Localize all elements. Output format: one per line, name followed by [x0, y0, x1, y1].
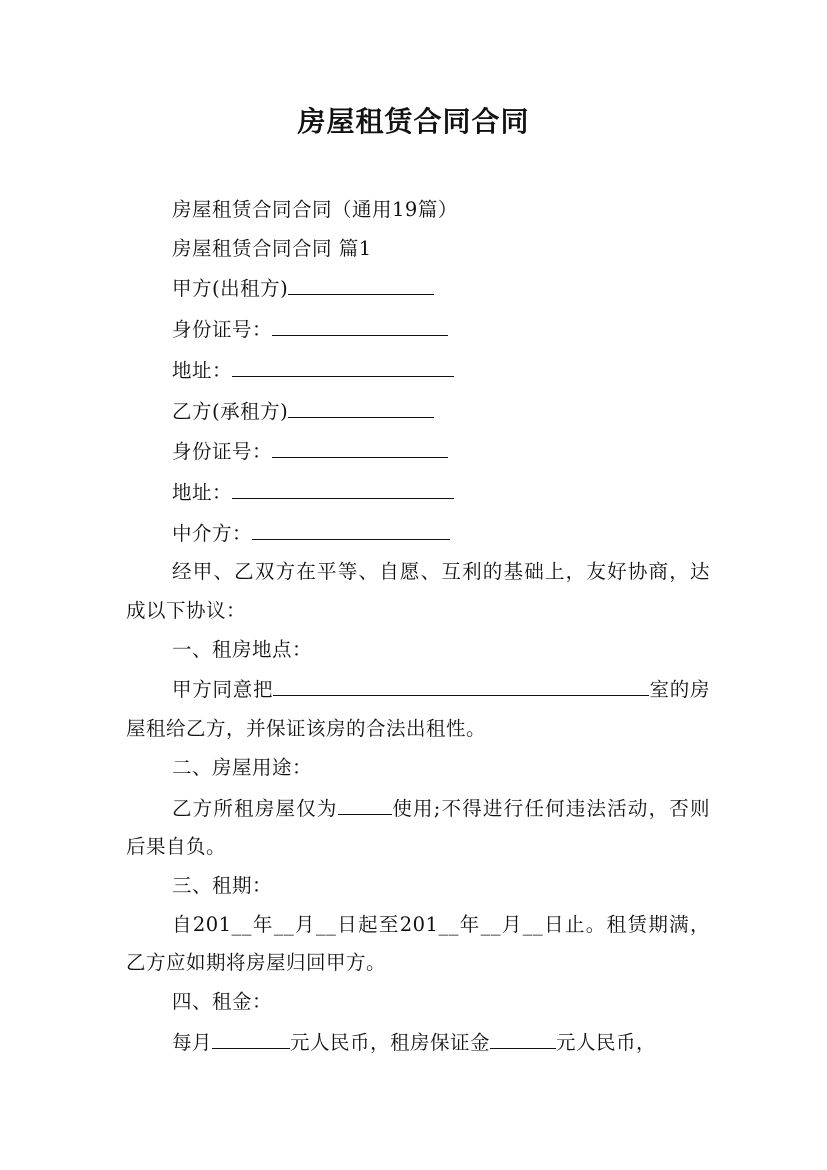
section-1-text-a: 甲方同意把 — [172, 678, 274, 702]
lessee-address-blank — [232, 472, 454, 499]
section-3-heading: 三、租期： — [172, 873, 273, 897]
chapter-heading: 房屋租赁合同合同 篇1 — [172, 236, 372, 260]
lessor-address-blank — [232, 350, 454, 377]
lessee-id-blank — [272, 431, 448, 458]
section-2-text-a: 乙方所租房屋仅为 — [172, 796, 338, 820]
section-4-text-a: 每月 — [172, 1030, 213, 1054]
lessee-address-line — [126, 472, 710, 513]
document-subtitle: 房屋租赁合同合同（通用19篇） — [172, 198, 458, 221]
usage-blank — [338, 788, 392, 815]
agent-blank — [252, 513, 450, 540]
deposit-blank — [490, 1022, 556, 1049]
section-4-text-c: 元人民币， — [556, 1030, 657, 1054]
document-body — [126, 191, 710, 1062]
lessor-id-blank — [272, 309, 448, 336]
room-blank — [273, 669, 649, 696]
lessor-address-line — [126, 350, 710, 391]
section-1-text — [126, 669, 710, 748]
document-title: 房屋租赁合同合同 — [297, 105, 530, 138]
lessee-blank — [288, 391, 434, 418]
section-4-heading: 四、租金： — [172, 990, 273, 1014]
lessee-id-line — [126, 431, 710, 472]
agent-label: 中介方： — [172, 521, 253, 545]
lessee-label: 乙方(承租方) — [172, 399, 289, 423]
intro-paragraph: 经甲、乙双方在平等、自愿、互利的基础上，友好协商，达成以下协议： — [126, 560, 710, 623]
rent-blank — [212, 1022, 290, 1049]
lessee-address-label: 地址： — [172, 480, 233, 504]
section-2-heading: 二、房屋用途： — [172, 755, 313, 779]
lessee-line — [126, 391, 710, 432]
lessor-label: 甲方(出租方) — [172, 277, 289, 301]
section-4-text — [126, 1022, 710, 1063]
lessor-id-line — [126, 309, 710, 350]
section-4-text-b: 元人民币，租房保证金 — [290, 1030, 491, 1054]
lessee-id-label: 身份证号： — [172, 440, 273, 464]
lessor-id-label: 身份证号： — [172, 318, 273, 342]
section-2-text-b: 使用;不得进行任何违法活动，否则后果自负。 — [126, 796, 710, 859]
section-1-heading: 一、租房地点： — [172, 637, 313, 661]
lessor-address-label: 地址： — [172, 358, 233, 382]
section-1-text-b: 室的房屋租给乙方，并保证该房的合法出租性。 — [126, 678, 710, 741]
section-2-text — [126, 788, 710, 867]
lessor-line — [126, 268, 710, 309]
lessor-blank — [288, 268, 434, 295]
agent-line — [126, 513, 710, 554]
section-3-text: 自201__年__月__日起至201__年__月__日止。租赁期满，乙方应如期将房屋归回甲方。 — [126, 912, 710, 975]
